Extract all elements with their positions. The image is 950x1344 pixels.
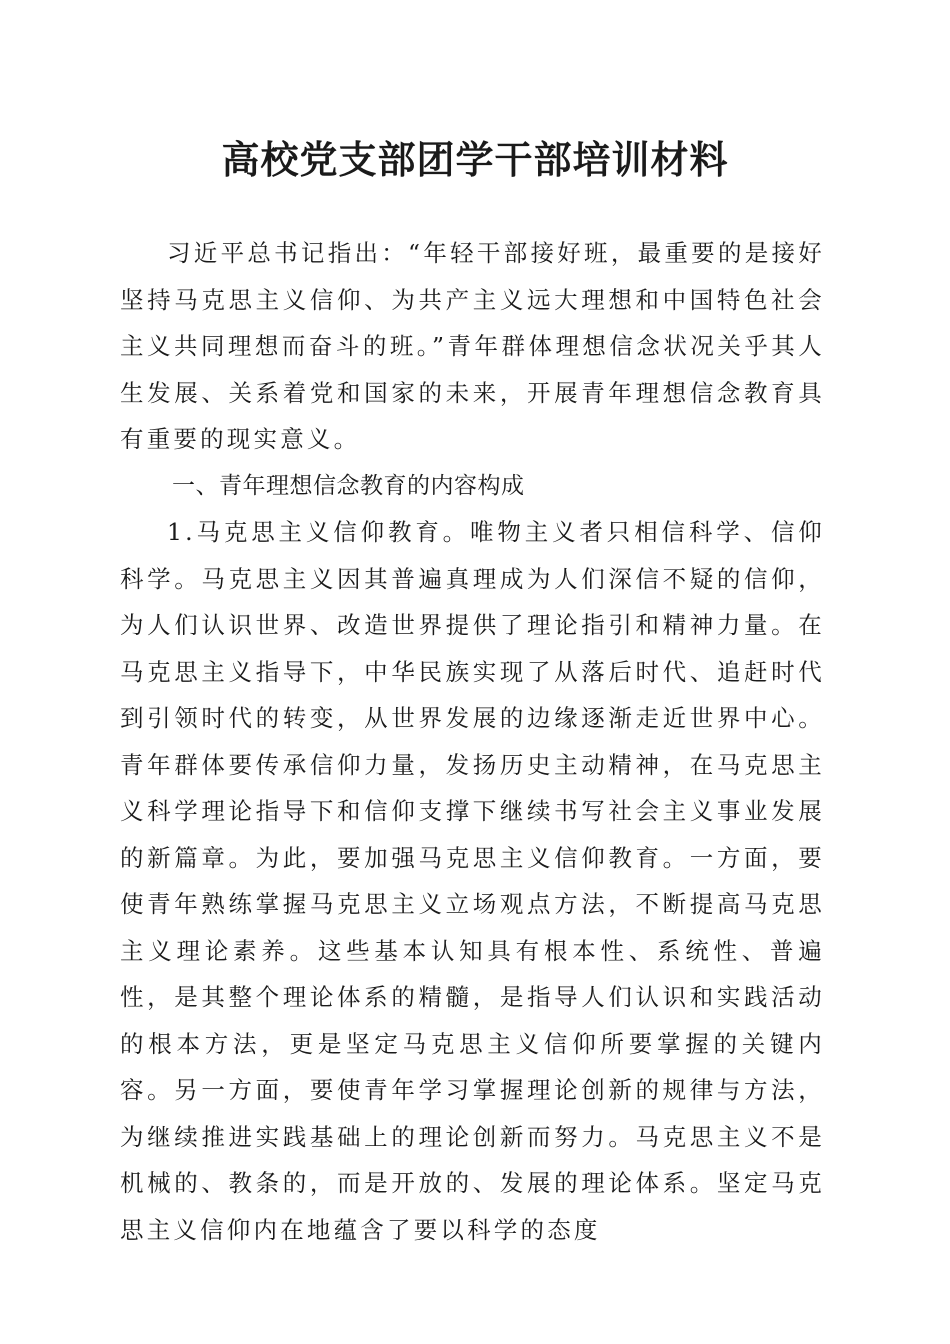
section-heading: 一、青年理想信念教育的内容构成 [172,472,525,499]
intro-paragraph: 习近平总书记指出：“年轻干部接好班，最重要的是接好坚持马克思主义信仰、为共产主义远大理想和中国特色社会主义共同理想而奋斗的班。”青年群体理想信念状况关乎其人生发展、关系着党和国家的未来，开展青年理想信念教育具有重要的现实意义。 [120,239,825,453]
document-body [120,230,825,1253]
document-title: 高校党支部团学干部培训材料 [221,137,729,182]
body-paragraph: 1.马克思主义信仰教育。唯物主义者只相信科学、信仰科学。马克思主义因其普遍真理成为人们深信不疑的信仰，为人们认识世界、改造世界提供了理论指引和精神力量。在马克思主义指导下，中华民族实现了从落后时代、追赶时代到引领时代的转变，从世界发展的边缘逐渐走近世界中心。青年群体要传承信仰力量，发扬历史主动精神，在马克思主义科学理论指导下和信仰支撑下继续书写社会主义事业发展的新篇章。为此，要加强马克思主义信仰教育。一方面，要使青年熟练掌握马克思主义立场观点方法，不断提高马克思主义理论素养。这些基本认知具有根本性、系统性、普遍性，是其整个理论体系的精髓，是指导人们认识和实践活动的根本方法，更是坚定马克思主义信仰所要掌握的关键内容。另一方面，要使青年学习掌握理论创新的规律与方法，为继续推进实践基础上的理论创新而努力。马克思主义不是机械的、教条的，而是开放的、发展的理论体系。坚定马克思主义信仰内在地蕴含了要以科学的态度 [120,518,825,1244]
